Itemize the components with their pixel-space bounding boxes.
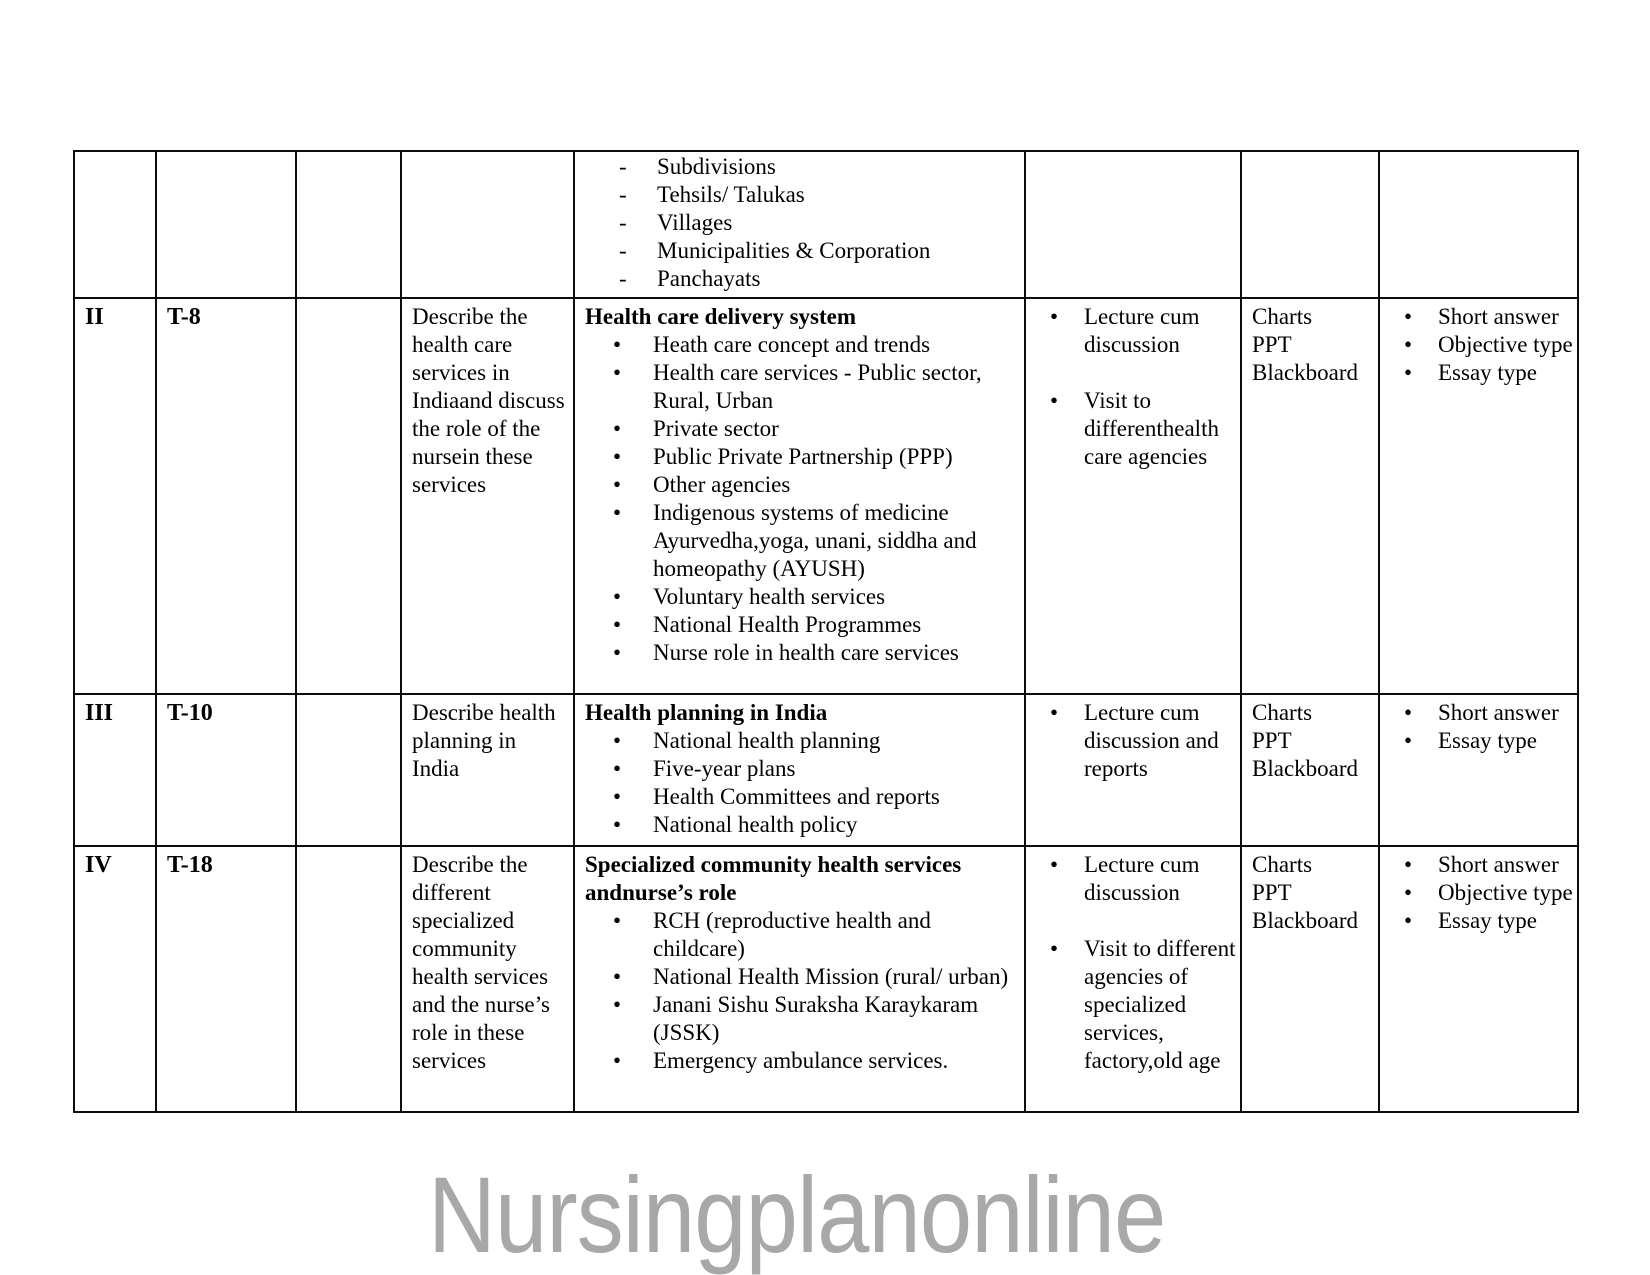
bullet-item: • Public Private Partnership (PPP) <box>585 443 1020 471</box>
cell-blank <box>296 151 401 298</box>
dash-item: - Tehsils/ Talukas <box>585 181 1020 209</box>
bullet-item: • Health Committees and reports <box>585 783 1020 811</box>
bullet-item: • Lecture cum discussion <box>1036 851 1236 907</box>
cell-assessment <box>1379 846 1578 1112</box>
teaching-bullet-list <box>1036 851 1236 1075</box>
table-row-unit-4 <box>74 846 1578 1112</box>
bullet-item: • Five-year plans <box>585 755 1020 783</box>
av-aid: Blackboard <box>1252 908 1359 933</box>
av-aid: PPT <box>1252 728 1292 753</box>
av-aid: Blackboard <box>1252 756 1359 781</box>
cell-hours: T-18 <box>156 846 296 1112</box>
dash-item: - Panchayats <box>585 265 1020 293</box>
cell-unit: III <box>74 694 156 846</box>
bullet-item: • Objective type <box>1390 879 1573 907</box>
cell-content <box>574 151 1025 298</box>
bullet-item: • RCH (reproductive health and childcare) <box>585 907 1020 963</box>
cell-teaching <box>1025 151 1241 298</box>
av-aid: Blackboard <box>1252 360 1359 385</box>
assessment-bullet-list <box>1390 699 1573 755</box>
cell-blank <box>296 298 401 694</box>
assessment-bullet-list <box>1390 303 1573 387</box>
cell-unit <box>74 151 156 298</box>
bullet-item: • Lecture cum discussion and reports <box>1036 699 1236 783</box>
bullet-item: • National Health Mission (rural/ urban) <box>585 963 1020 991</box>
content-header: Specialized community health services andnurse’s role <box>585 852 962 905</box>
bullet-item: • Indigenous systems of medicine Ayurvedha,yoga, unani, siddha and homeopathy (AYUSH) <box>585 499 1020 583</box>
content-dash-list <box>585 153 1020 293</box>
cell-av-aids <box>1241 694 1379 846</box>
cell-hours: T-10 <box>156 694 296 846</box>
cell-hours <box>156 151 296 298</box>
content-header: Health care delivery system <box>585 304 857 329</box>
cell-unit: IV <box>74 846 156 1112</box>
teaching-bullet-list <box>1036 303 1236 471</box>
dash-item: - Villages <box>585 209 1020 237</box>
content-header: Health planning in India <box>585 700 828 725</box>
teaching-bullet-list <box>1036 699 1236 783</box>
syllabus-table <box>73 150 1579 1113</box>
bullet-item: • National health policy <box>585 811 1020 839</box>
watermark: Nursingplanonline <box>428 1154 1166 1275</box>
cell-objective <box>401 151 574 298</box>
bullet-item: • Emergency ambulance services. <box>585 1047 1020 1075</box>
cell-content <box>574 846 1025 1112</box>
cell-unit: II <box>74 298 156 694</box>
cell-content <box>574 298 1025 694</box>
bullet-item: • Heath care concept and trends <box>585 331 1020 359</box>
bullet-item: • National health planning <box>585 727 1020 755</box>
table-row-unit-2 <box>74 298 1578 694</box>
av-aid: Charts <box>1252 700 1313 725</box>
assessment-bullet-list <box>1390 851 1573 935</box>
bullet-item: • Short answer <box>1390 851 1573 879</box>
cell-objective: Describe the different specialized community health services and the nurse’s role in these services <box>401 846 574 1112</box>
cell-teaching <box>1025 694 1241 846</box>
bullet-item: • Short answer <box>1390 303 1573 331</box>
cell-teaching <box>1025 846 1241 1112</box>
cell-blank <box>296 694 401 846</box>
cell-content <box>574 694 1025 846</box>
cell-teaching <box>1025 298 1241 694</box>
dash-item: - Subdivisions <box>585 153 1020 181</box>
cell-av-aids <box>1241 846 1379 1112</box>
bullet-item: • Janani Sishu Suraksha Karaykaram (JSSK) <box>585 991 1020 1047</box>
cell-av-aids <box>1241 151 1379 298</box>
table-row-continuation <box>74 151 1578 298</box>
cell-blank <box>296 846 401 1112</box>
cell-assessment <box>1379 298 1578 694</box>
bullet-item: • Visit to different agencies of specialized services, factory,old age <box>1036 935 1236 1075</box>
content-bullet-list <box>585 907 1020 1075</box>
cell-av-aids <box>1241 298 1379 694</box>
bullet-item: • Short answer <box>1390 699 1573 727</box>
bullet-item: • Visit to differenthealth care agencies <box>1036 387 1236 471</box>
cell-objective: Describe the health care services in Indiaand discuss the role of the nursein these services <box>401 298 574 694</box>
dash-item: - Municipalities & Corporation <box>585 237 1020 265</box>
bullet-item: • National Health Programmes <box>585 611 1020 639</box>
av-aid: Charts <box>1252 304 1313 329</box>
bullet-item: • Other agencies <box>585 471 1020 499</box>
bullet-item: • Essay type <box>1390 359 1573 387</box>
bullet-item: • Essay type <box>1390 907 1573 935</box>
bullet-item: • Health care services - Public sector, Rural, Urban <box>585 359 1020 415</box>
table-row-unit-3 <box>74 694 1578 846</box>
bullet-item: • Nurse role in health care services <box>585 639 1020 667</box>
av-aid: PPT <box>1252 880 1292 905</box>
bullet-item: • Essay type <box>1390 727 1573 755</box>
bullet-item: • Objective type <box>1390 331 1573 359</box>
bullet-item: • Private sector <box>585 415 1020 443</box>
cell-assessment <box>1379 151 1578 298</box>
cell-assessment <box>1379 694 1578 846</box>
av-aid: PPT <box>1252 332 1292 357</box>
bullet-item: • Lecture cum discussion <box>1036 303 1236 359</box>
content-bullet-list <box>585 727 1020 839</box>
av-aid: Charts <box>1252 852 1313 877</box>
bullet-item: • Voluntary health services <box>585 583 1020 611</box>
content-bullet-list <box>585 331 1020 667</box>
cell-objective: Describe health planning in India <box>401 694 574 846</box>
cell-hours: T-8 <box>156 298 296 694</box>
